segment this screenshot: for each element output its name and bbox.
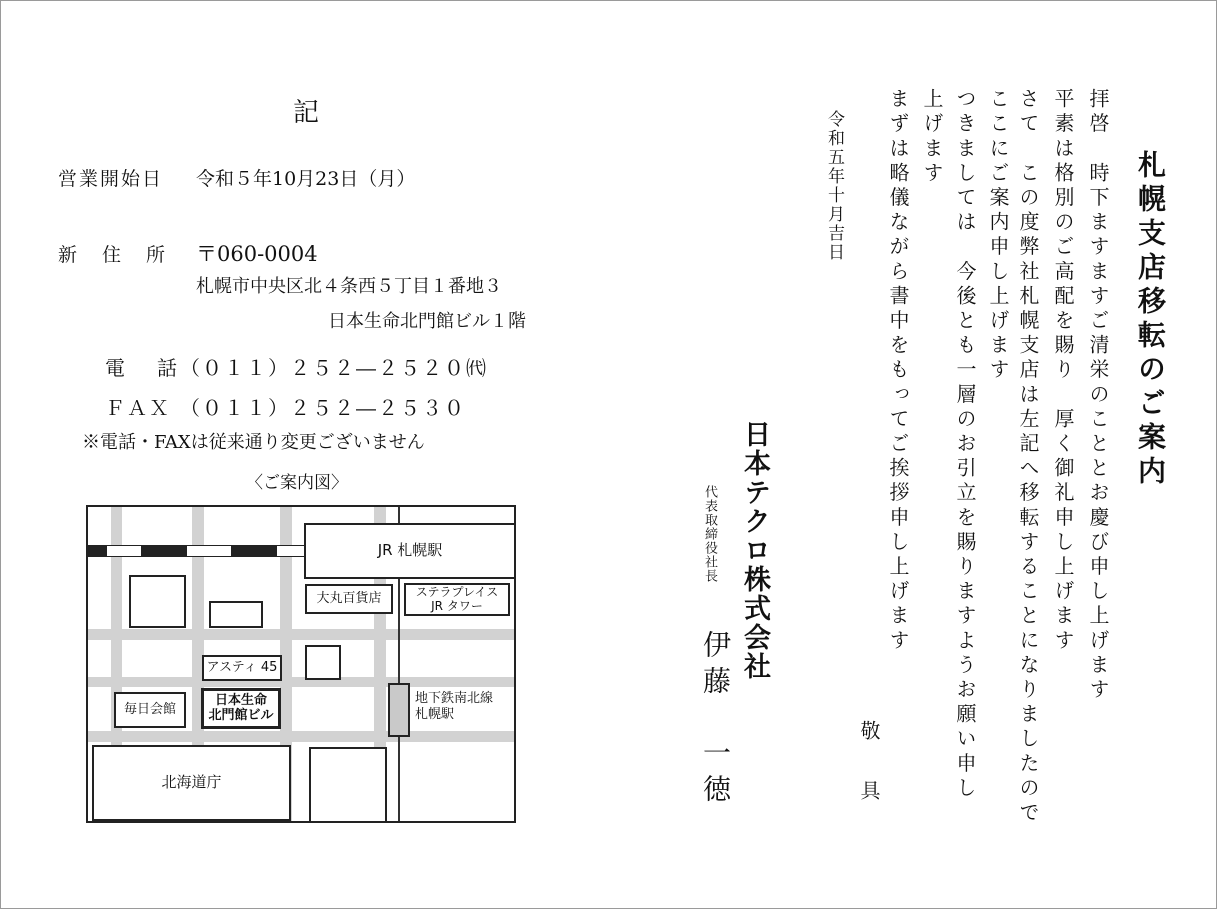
railway-segment (142, 545, 186, 557)
subway-station-marker (388, 683, 410, 737)
letter-title: 札幌支店移転のご案内 (1134, 150, 1167, 490)
letter-closing: 敬 具 (857, 720, 881, 810)
letter-line-2: 平素は格別のご高配を賜り 厚く御礼申し上げます (1051, 88, 1075, 654)
railway-segment (106, 545, 142, 557)
letter-date: 令和五年十月吉日 (824, 110, 844, 262)
block-plain (309, 747, 387, 823)
road-horizontal-3 (88, 731, 516, 742)
target-building-label: 日本生命 北門館ビル (208, 692, 274, 723)
hokkaido-office-label: 北海道庁 (161, 773, 222, 792)
block-plain (209, 601, 263, 628)
stellar-place-label: ステラプレイス JR タワー (415, 584, 499, 613)
representative-title: 代表取締役社長 (702, 485, 717, 583)
road-horizontal-2 (88, 677, 516, 687)
open-date-value: 令和５年10月23日（月） (196, 168, 416, 190)
details-heading: 記 (293, 98, 320, 128)
guide-map (86, 505, 516, 823)
daimaru-department-store (305, 584, 393, 614)
phone-fax-note: ※電話・FAXは従来通り変更ございません (82, 432, 425, 453)
letter-line-6: 上げます (920, 88, 944, 187)
postal-code: 〒060-0004 (196, 242, 318, 266)
railway-segment (88, 545, 106, 557)
representative-name: 伊藤 一徳 (699, 630, 732, 810)
asty-45 (202, 655, 282, 681)
open-date-label: 営業開始日 (58, 168, 164, 190)
stellar-place-jr-tower (404, 583, 510, 616)
letter-line-1: 拝啓 時下ますますご清栄のこととお慶び申し上げます (1086, 88, 1110, 703)
fax-number: （０１１）２５２―２５３０ (180, 396, 466, 420)
map-caption: 〈ご案内図〉 (246, 473, 348, 493)
address-line-2: 日本生命北門館ビル１階 (328, 311, 526, 332)
letter-line-7: まずは略儀ながら書中をもってご挨拶申し上げます (886, 88, 910, 654)
asty-45-label: アスティ 45 (206, 659, 278, 675)
hokkaido-government-office (92, 745, 291, 821)
fax-label: ＦＡＸ (105, 396, 171, 420)
letter-line-4: ここにご案内申し上げます (986, 88, 1010, 384)
nippon-life-hokumonkan-building (201, 688, 281, 729)
letter-line-5: つきましては 今後とも一層のお引立を賜りますようお願い申し (953, 88, 977, 802)
new-address-label: 新住所 (58, 244, 191, 266)
road-horizontal-1 (88, 629, 516, 640)
subway-station-label: 地下鉄南北線 札幌駅 (415, 691, 494, 722)
company-name: 日本テクロ株式会社 (739, 420, 770, 681)
block-plain (305, 645, 341, 680)
tel-label: 電 話 (105, 356, 183, 380)
letter-line-3: さて この度弊社札幌支店は左記へ移転することになりましたので (1016, 88, 1040, 826)
address-line-1: 札幌市中央区北４条西５丁目１番地３ (196, 276, 502, 297)
railway-segment (276, 545, 306, 557)
tel-number: （０１１）２５２―２５２０㈹ (180, 356, 488, 380)
railway-segment (232, 545, 276, 557)
mainichi-kaikan-label: 毎日会館 (123, 701, 176, 717)
block-plain (129, 575, 186, 628)
mainichi-kaikan (114, 692, 186, 728)
daimaru-label: 大丸百貨店 (316, 590, 382, 606)
jr-sapporo-station (304, 523, 516, 579)
jr-sapporo-station-label: JR 札幌駅 (377, 541, 443, 560)
railway-segment (186, 545, 232, 557)
